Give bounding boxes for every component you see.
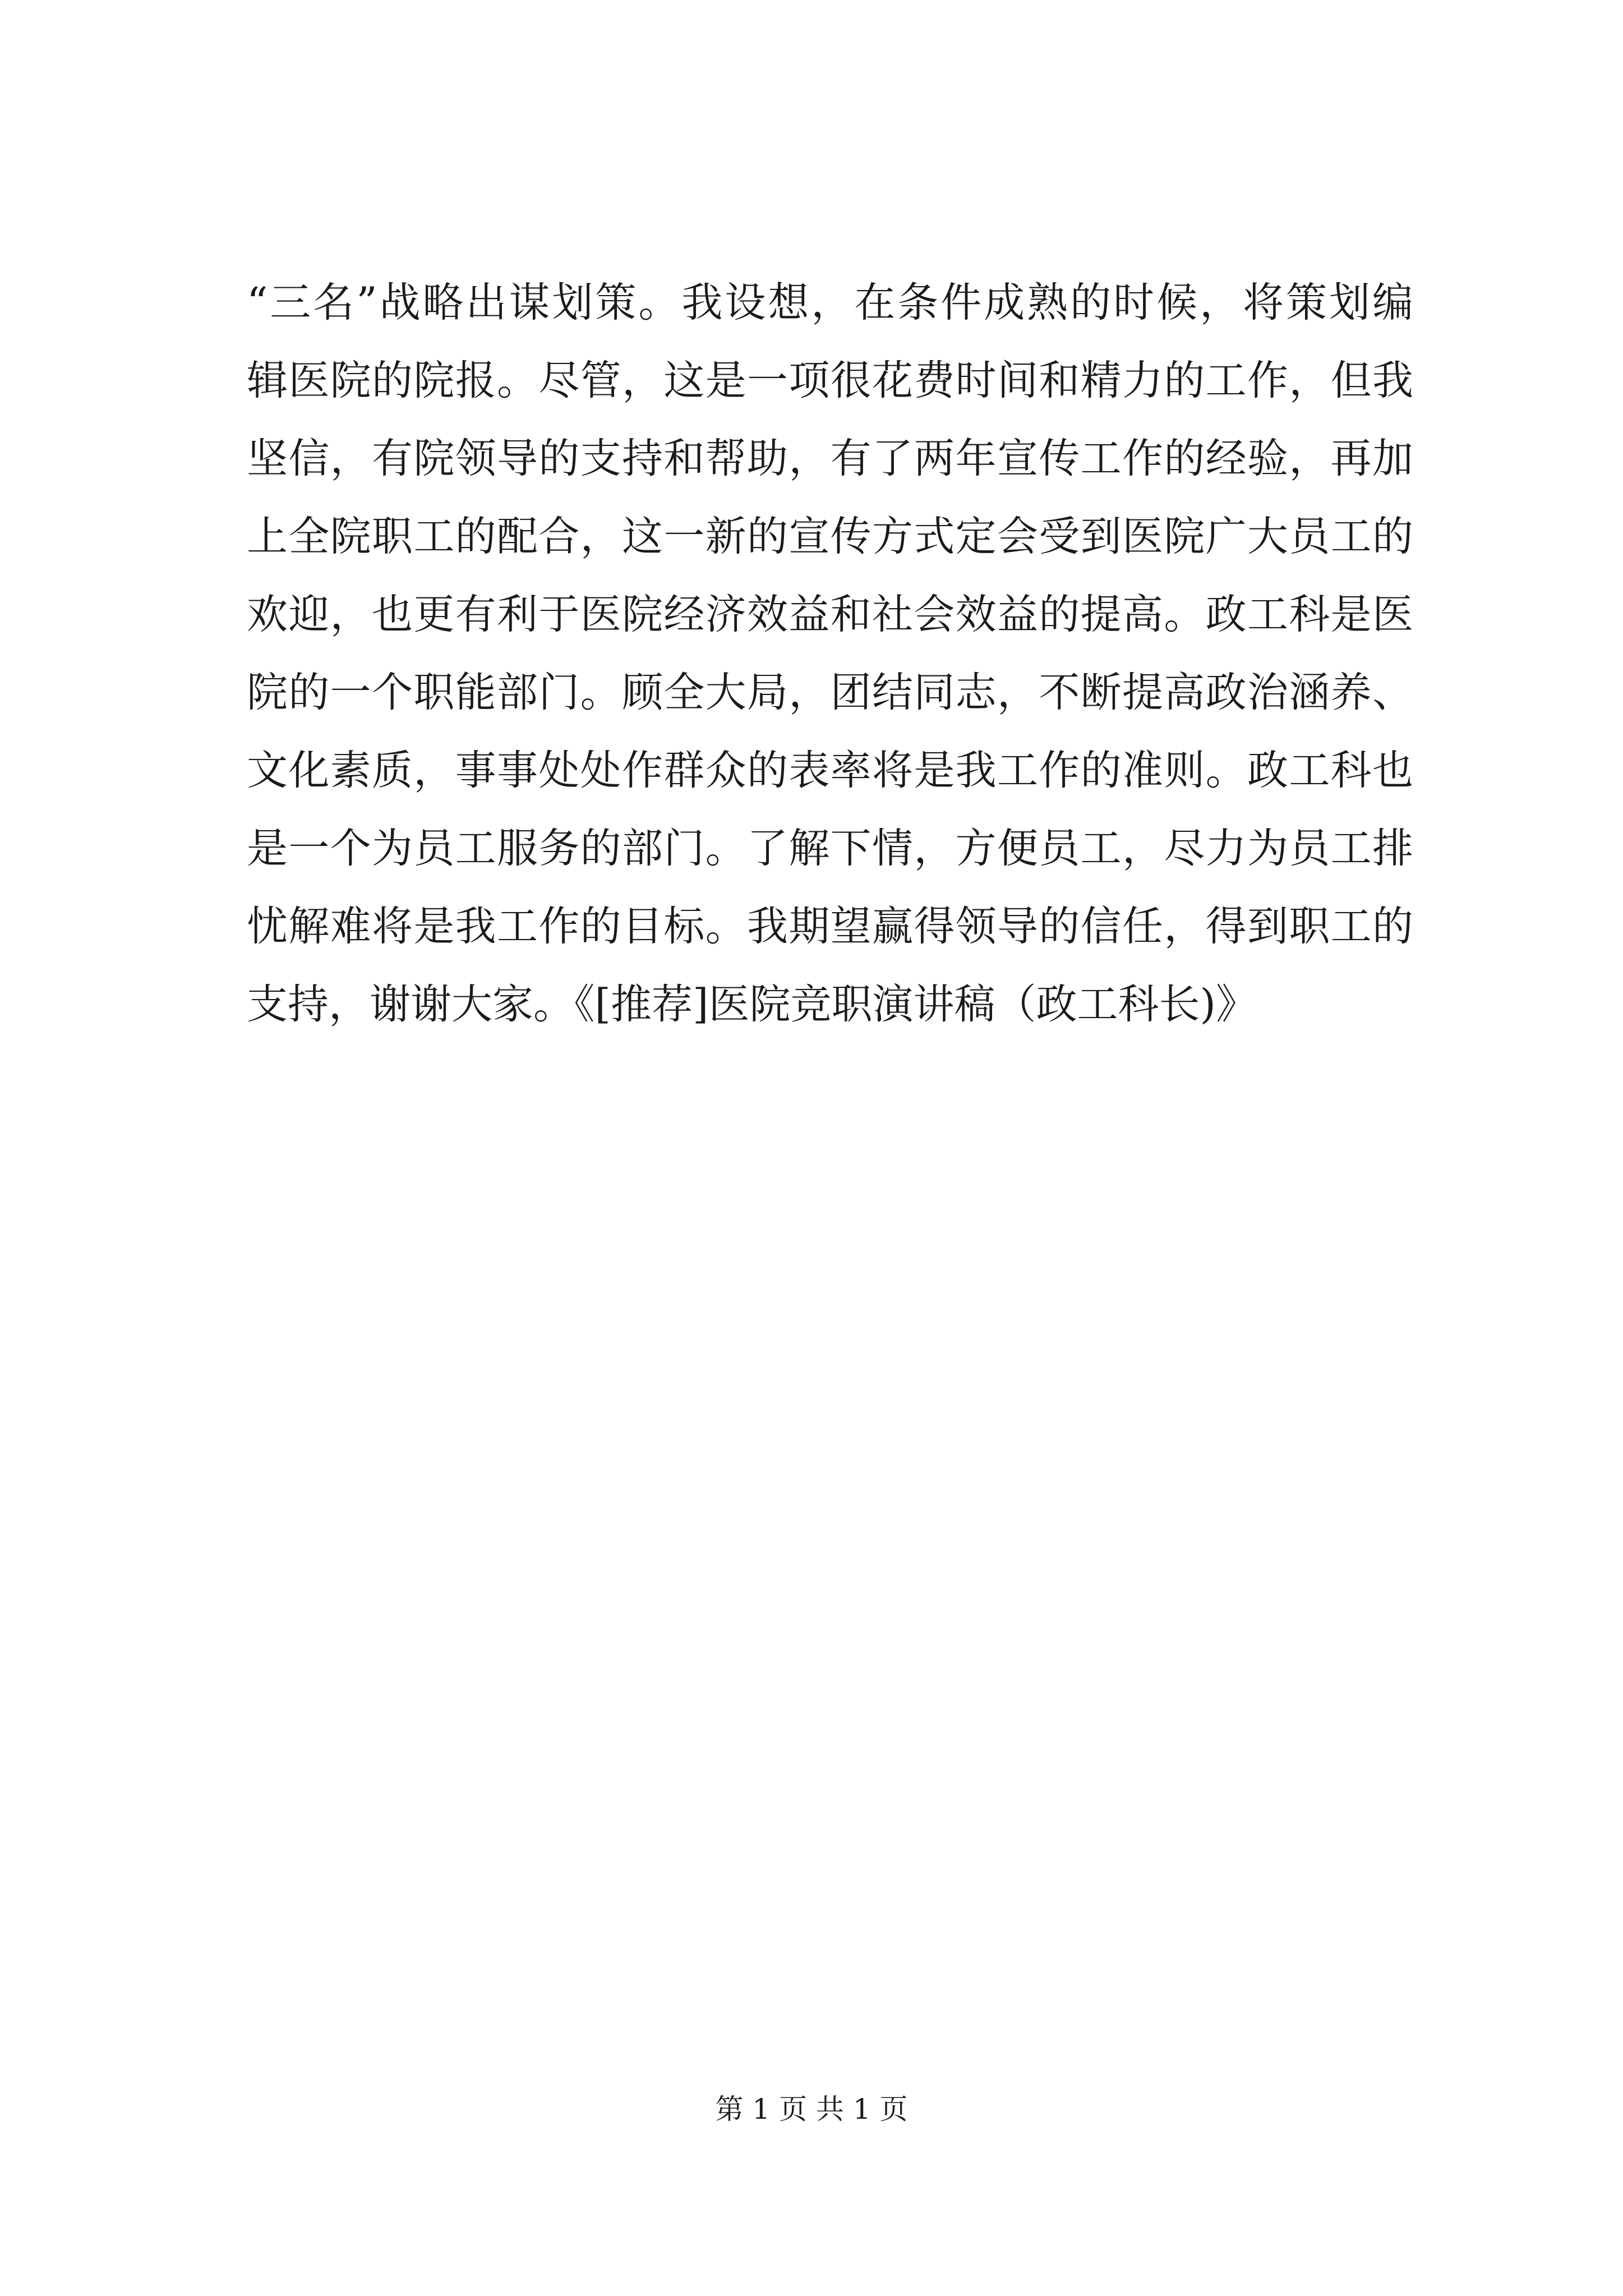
text-line: 坚信，有院领导的支持和帮助，有了两年宣传工作的经验，再加: [247, 435, 1413, 482]
page-footer: 第 1 页 共 1 页: [715, 2093, 908, 2125]
text-line: 是一个为员工服务的部门。了解下情，方便员工，尽力为员工排: [247, 825, 1413, 872]
text-line: 辑医院的院报。尽管，这是一项很花费时间和精力的工作，但我: [247, 357, 1413, 404]
text-line: 支持，谢谢大家。《[推荐]医院竞职演讲稿（政工科长)》: [247, 981, 1257, 1028]
text-line: “三名”战略出谋划策。我设想，在条件成熟的时候，将策划编: [247, 279, 1413, 326]
body-paragraph: [247, 264, 1413, 1043]
text-line: 欢迎，也更有利于医院经济效益和社会效益的提高。政工科是医: [247, 591, 1413, 638]
text-line: 文化素质，事事处处作群众的表率将是我工作的准则。政工科也: [247, 747, 1413, 794]
text-line: 忧解难将是我工作的目标。我期望赢得领导的信任，得到职工的: [247, 903, 1413, 950]
text-line: 上全院职工的配合，这一新的宣传方式定会受到医院广大员工的: [247, 513, 1413, 560]
text-line: 院的一个职能部门。顾全大局，团结同志，不断提高政治涵养、: [247, 669, 1413, 716]
